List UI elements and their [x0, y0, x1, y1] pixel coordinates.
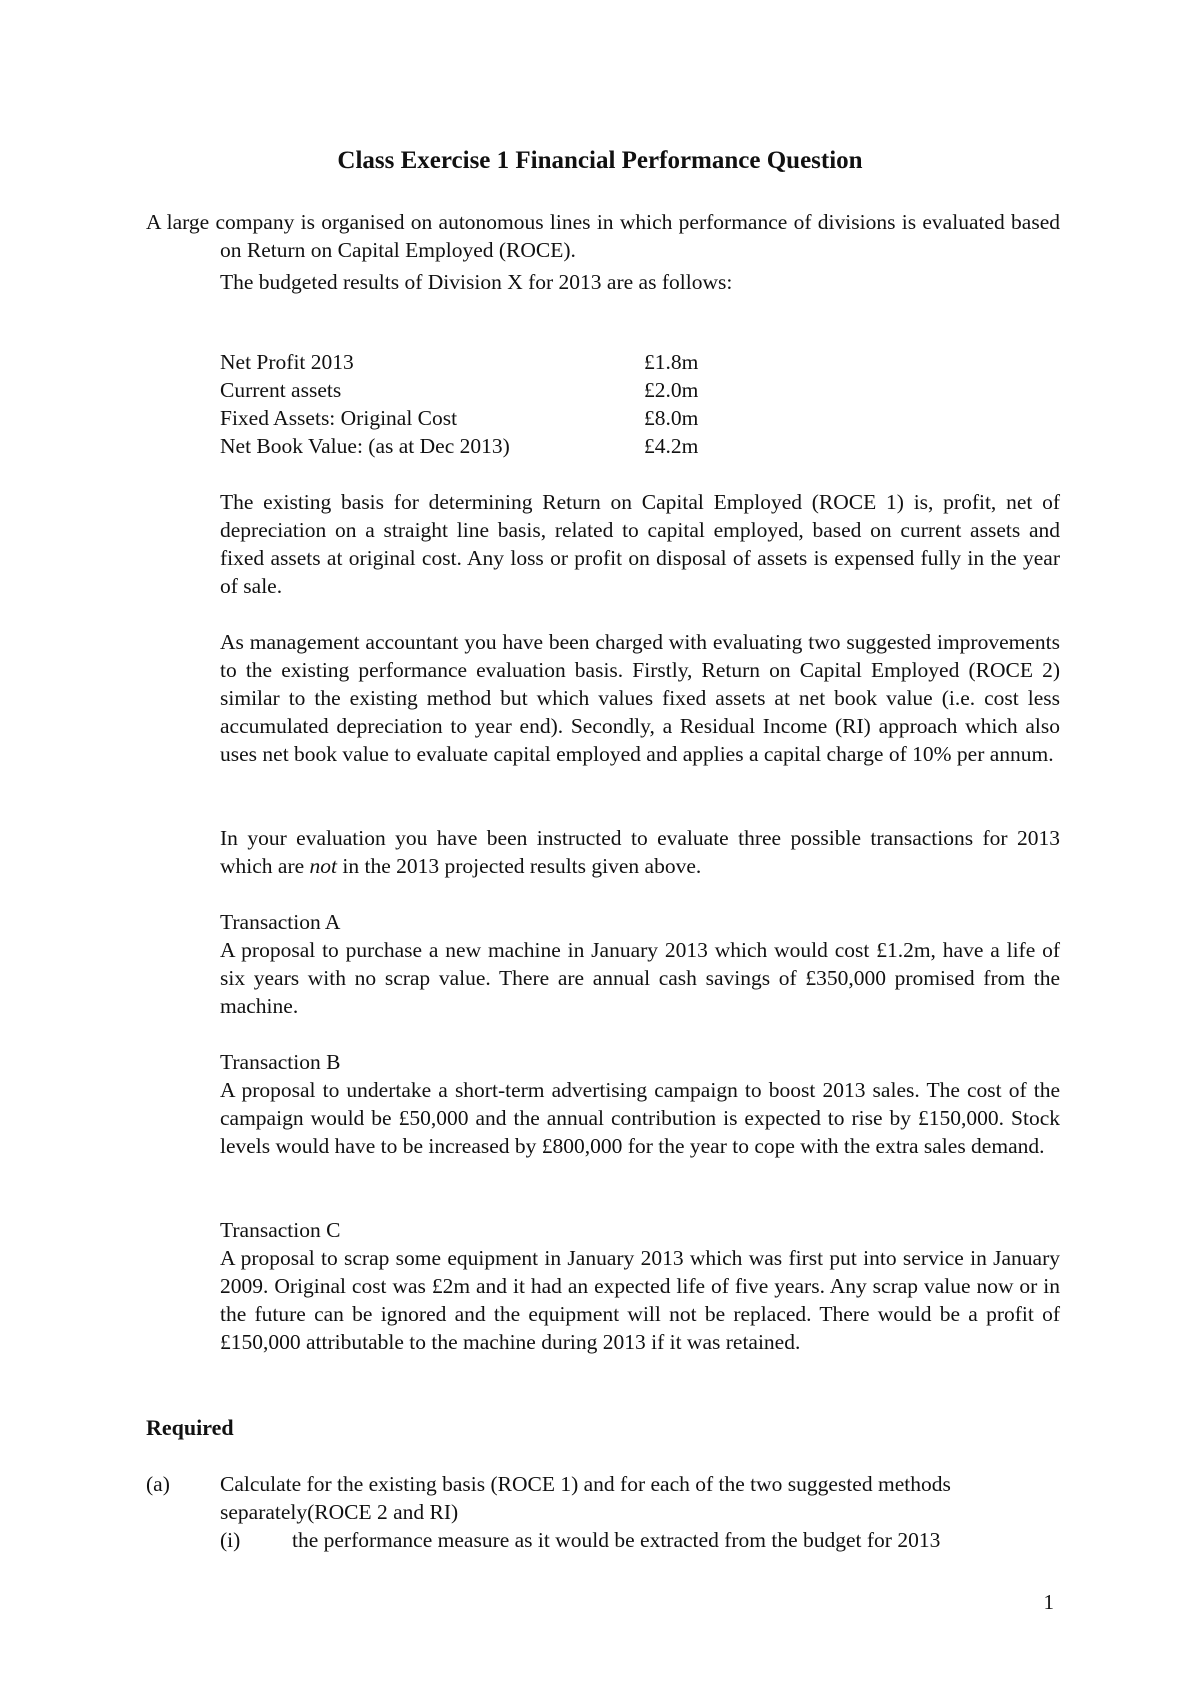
table-row — [220, 404, 740, 432]
row-value: £1.8m — [644, 350, 699, 374]
intro-text: A large company is organised on autonomous lines in which performance of divisions is evaluated based on Return on Capital Employed (ROCE). — [146, 210, 1060, 262]
item-marker: (a) — [146, 1472, 170, 1496]
transaction-text: A proposal to undertake a short-term advertising campaign to boost 2013 sales. The cost of the campaign would be £50,000 and the annual contribution is expected to rise by £150,000. Stock levels would have to be increased by £800,000 for the year to cope with the extra sales demand. — [220, 1078, 1060, 1158]
intro-paragraph — [146, 208, 1060, 264]
budget-table — [220, 348, 740, 460]
existing-basis-paragraph: The existing basis for determining Return on Capital Employed (ROCE 1) is, profit, net of depreciation on a straight line basis, related to capital employed, based on current assets and fixed assets at original cost. Any loss or profit on disposal of assets is expensed fully in the year of sale. — [220, 490, 1060, 598]
row-label: Current assets — [220, 378, 342, 402]
management-paragraph: As management accountant you have been charged with evaluating two suggested improvements to the existing performance evaluation basis. Firstly, Return on Capital Employed (ROCE 2) similar to the existing method but which values fixed assets at net book value (i.e. cost less accumulated depreciation to year end). Secondly, a Residual Income (RI) approach which also uses net book value to evaluate capital employed and applies a capital charge of 10% per annum. — [220, 630, 1060, 766]
row-label: Net Book Value: (as at Dec 2013) — [220, 434, 510, 458]
evaluation-text-after: in the 2013 projected results given above. — [337, 854, 702, 878]
transaction-a — [220, 908, 1060, 1020]
page-number: 1 — [1043, 1590, 1054, 1614]
required-item-a — [146, 1470, 1060, 1526]
table-row — [220, 376, 740, 404]
table-row — [220, 348, 740, 376]
evaluation-text-before: In your evaluation you have been instructed to evaluate three possible transactions for 2013 which are — [220, 826, 1060, 878]
transaction-c — [220, 1216, 1060, 1356]
page-title: Class Exercise 1 Financial Performance Question — [337, 147, 863, 174]
item-marker: (i) — [220, 1528, 241, 1552]
item-text: Calculate for the existing basis (ROCE 1) and for each of the two suggested methods separately(ROCE 2 and RI) — [220, 1472, 951, 1524]
transaction-title: Transaction C — [220, 1218, 341, 1242]
row-value: £2.0m — [644, 378, 699, 402]
sub-item-i — [220, 1526, 1060, 1554]
item-text: the performance measure as it would be extracted from the budget for 2013 — [292, 1528, 941, 1552]
transaction-title: Transaction A — [220, 910, 341, 934]
table-row — [220, 432, 740, 460]
row-value: £8.0m — [644, 406, 699, 430]
row-value: £4.2m — [644, 434, 699, 458]
evaluation-paragraph — [220, 824, 1060, 880]
row-label: Fixed Assets: Original Cost — [220, 406, 458, 430]
evaluation-emphasis: not — [309, 854, 338, 878]
required-heading: Required — [146, 1415, 234, 1440]
row-label: Net Profit 2013 — [220, 350, 354, 374]
transaction-title: Transaction B — [220, 1050, 341, 1074]
transaction-text: A proposal to scrap some equipment in January 2013 which was first put into service in January 2009. Original cost was £2m and it had an expected life of five years. Any scrap value now or in the future can be ignored and the equipment will not be replaced. There would be a profit of £150,000 attributable to the machine during 2013 if it was retained. — [220, 1246, 1060, 1354]
transaction-b — [220, 1048, 1060, 1160]
transaction-text: A proposal to purchase a new machine in January 2013 which would cost £1.2m, have a life of six years with no scrap value. There are annual cash savings of £350,000 promised from the machine. — [220, 938, 1060, 1018]
budget-intro: The budgeted results of Division X for 2013 are as follows: — [220, 270, 733, 294]
